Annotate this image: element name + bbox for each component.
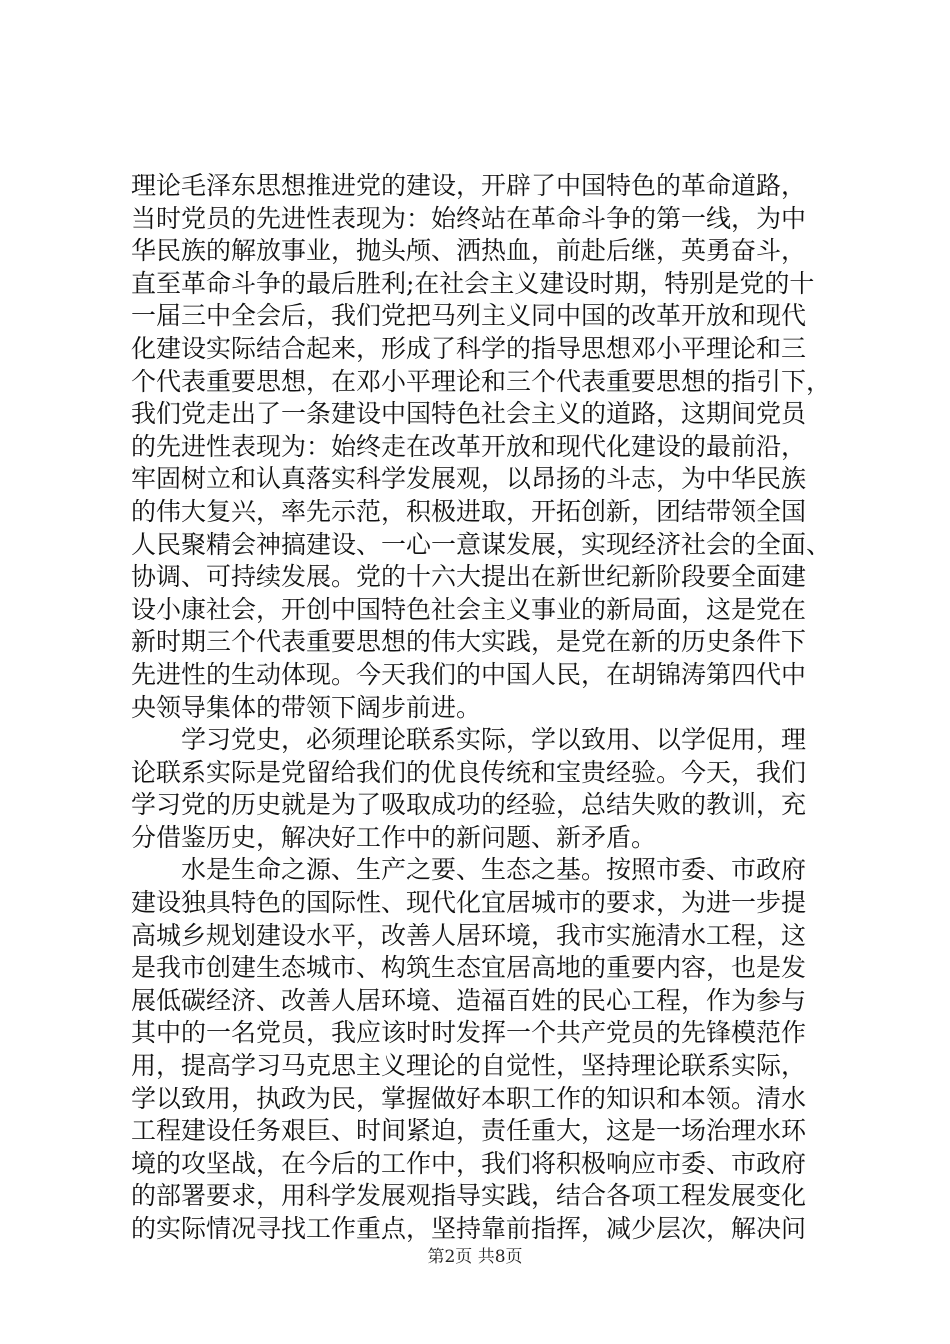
text-line: 一届三中全会后，我们党把马列主义同中国的改革开放和现代 xyxy=(131,301,807,331)
text-line: 工程建设任务艰巨、时间紧迫，责任重大，这是一场治理水环 xyxy=(131,1116,807,1146)
text-line: 直至革命斗争的最后胜利;在社会主义建设时期，特别是党的十 xyxy=(131,268,815,298)
body-text xyxy=(131,170,831,1246)
text-line: 的伟大复兴，率先示范，积极进取，开拓创新，团结带领全国 xyxy=(131,496,807,526)
text-line: 的实际情况寻找工作重点，坚持靠前指挥，减少层次，解决问 xyxy=(131,1214,807,1243)
text-line: 牢固树立和认真落实科学发展观，以昂扬的斗志，为中华民族 xyxy=(131,464,807,494)
text-line: 建设独具特色的国际性、现代化宜居城市的要求，为进一步提 xyxy=(131,888,807,918)
text-line: 其中的一名党员，我应该时时发挥一个共产党员的先锋模范作 xyxy=(131,1018,807,1048)
text-line: 化建设实际结合起来，形成了科学的指导思想邓小平理论和三 xyxy=(131,333,807,363)
text-line: 华民族的解放事业，抛头颅、洒热血，前赴后继，英勇奋斗， xyxy=(131,236,807,266)
text-line: 央领导集体的带领下阔步前进。 xyxy=(131,692,482,722)
text-line: 的先进性表现为：始终走在改革开放和现代化建设的最前沿， xyxy=(131,431,807,461)
text-line: 境的攻坚战，在今后的工作中，我们将积极响应市委、市政府 xyxy=(131,1148,807,1178)
text-line: 的部署要求，用科学发展观指导实践，结合各项工程发展变化 xyxy=(131,1181,807,1211)
text-line: 当时党员的先进性表现为：始终站在革命斗争的第一线，为中 xyxy=(131,203,807,233)
text-line: 分借鉴历史，解决好工作中的新问题、新矛盾。 xyxy=(131,822,657,852)
text-line: 我们党走出了一条建设中国特色社会主义的道路，这期间党员 xyxy=(131,399,807,429)
text-line: 展低碳经济、改善人居环境、造福百姓的民心工程，作为参与 xyxy=(131,985,807,1015)
text-line: 先进性的生动体现。今天我们的中国人民，在胡锦涛第四代中 xyxy=(131,659,807,689)
text-line: 水是生命之源、生产之要、生态之基。按照市委、市政府 xyxy=(181,855,807,885)
text-line: 理论毛泽东思想推进党的建设，开辟了中国特色的革命道路， xyxy=(131,171,807,200)
page-footer: 第2页 共8页 xyxy=(427,1247,523,1267)
text-line: 新时期三个代表重要思想的伟大实践，是党在新的历史条件下 xyxy=(131,627,807,657)
text-line: 人民聚精会神搞建设、一心一意谋发展，实现经济社会的全面、 xyxy=(131,529,832,559)
text-line: 高城乡规划建设水平，改善人居环境，我市实施清水工程，这 xyxy=(131,920,807,950)
text-line: 学习党史，必须理论联系实际，学以致用、以学促用，理 xyxy=(181,725,807,755)
text-line: 论联系实际是党留给我们的优良传统和宝贵经验。今天，我们 xyxy=(131,757,807,787)
text-line: 协调、可持续发展。党的十六大提出在新世纪新阶段要全面建 xyxy=(131,562,807,592)
text-line: 个代表重要思想，在邓小平理论和三个代表重要思想的指引下， xyxy=(131,366,832,396)
text-line: 设小康社会，开创中国特色社会主义事业的新局面，这是党在 xyxy=(131,594,807,624)
text-line: 用，提高学习马克思主义理论的自觉性，坚持理论联系实际， xyxy=(131,1051,807,1081)
text-line: 学习党的历史就是为了吸取成功的经验，总结失败的教训，充 xyxy=(131,790,807,820)
text-line: 学以致用，执政为民，掌握做好本职工作的知识和本领。清水 xyxy=(131,1083,807,1113)
text-line: 是我市创建生态城市、构筑生态宜居高地的重要内容，也是发 xyxy=(131,953,807,983)
